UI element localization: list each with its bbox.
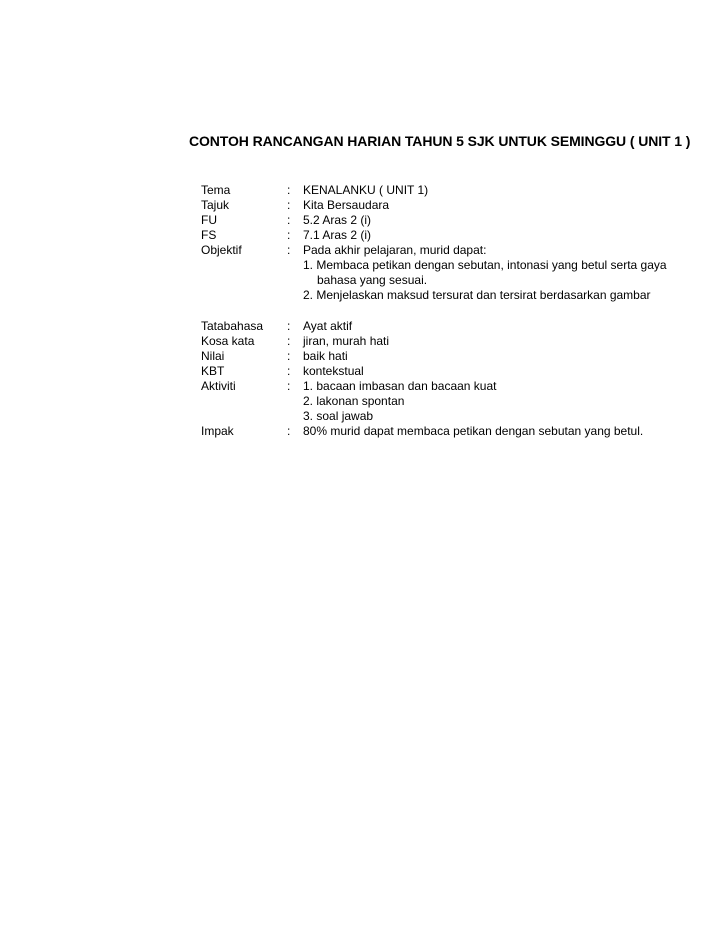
label-tajuk: Tajuk: [201, 198, 230, 212]
separator-colon: :: [287, 319, 291, 333]
aktiviti-line: 1. bacaan imbasan dan bacaan kuat: [303, 379, 497, 393]
objektif-line: 1. Membaca petikan dengan sebutan, intonasi yang betul serta gaya: [303, 258, 667, 272]
lesson-details: [201, 183, 721, 439]
value-impak: 80% murid dapat membaca petikan dengan sebutan yang betul.: [303, 424, 644, 438]
separator-colon: :: [287, 213, 291, 227]
aktiviti-line: 3. soal jawab: [303, 409, 374, 423]
objektif-line: Pada akhir pelajaran, murid dapat:: [303, 243, 487, 257]
label-tatabahasa: Tatabahasa: [201, 319, 264, 333]
row-tema: [201, 183, 721, 198]
row-fu: [201, 213, 721, 228]
value-objektif: [303, 243, 721, 303]
label-objektif: Objektif: [201, 243, 242, 257]
separator-colon: :: [287, 379, 291, 393]
aktiviti-line: 2. lakonan spontan: [303, 394, 405, 408]
objektif-line: bahasa yang sesuai.: [317, 273, 428, 287]
row-aktiviti: [201, 379, 721, 424]
value-kosa-kata: jiran, murah hati: [303, 334, 390, 348]
value-tatabahasa: Ayat aktif: [303, 319, 353, 333]
separator-colon: :: [287, 424, 291, 438]
separator-colon: :: [287, 228, 291, 242]
value-tajuk: Kita Bersaudara: [303, 198, 390, 212]
row-objektif: [201, 243, 721, 303]
row-tatabahasa: [201, 319, 721, 334]
objektif-line: 2. Menjelaskan maksud tersurat dan tersirat berdasarkan gambar: [303, 288, 651, 302]
row-kbt: [201, 364, 721, 379]
row-nilai: [201, 349, 721, 364]
document-title: CONTOH RANCANGAN HARIAN TAHUN 5 SJK UNTUK SEMINGGU ( UNIT 1 ): [189, 133, 691, 149]
separator-colon: :: [287, 364, 291, 378]
separator-colon: :: [287, 349, 291, 363]
label-kosa-kata: Kosa kata: [201, 334, 255, 348]
label-fu: FU: [201, 213, 217, 227]
label-aktiviti: Aktiviti: [201, 379, 236, 393]
separator-colon: :: [287, 334, 291, 348]
label-fs: FS: [201, 228, 217, 242]
label-impak: Impak: [201, 424, 234, 438]
separator-colon: :: [287, 183, 291, 197]
label-tema: Tema: [201, 183, 231, 197]
value-nilai: baik hati: [303, 349, 348, 363]
row-impak: [201, 424, 721, 439]
label-kbt: KBT: [201, 364, 225, 378]
separator-colon: :: [287, 198, 291, 212]
value-fu: 5.2 Aras 2 (i): [303, 213, 372, 227]
row-fs: [201, 228, 721, 243]
value-tema: KENALANKU ( UNIT 1): [303, 183, 429, 197]
value-aktiviti: [303, 379, 721, 424]
value-kbt: kontekstual: [303, 364, 364, 378]
row-tajuk: [201, 198, 721, 213]
label-nilai: Nilai: [201, 349, 225, 363]
value-fs: 7.1 Aras 2 (i): [303, 228, 372, 242]
separator-colon: :: [287, 243, 291, 257]
row-kosa-kata: [201, 334, 721, 349]
